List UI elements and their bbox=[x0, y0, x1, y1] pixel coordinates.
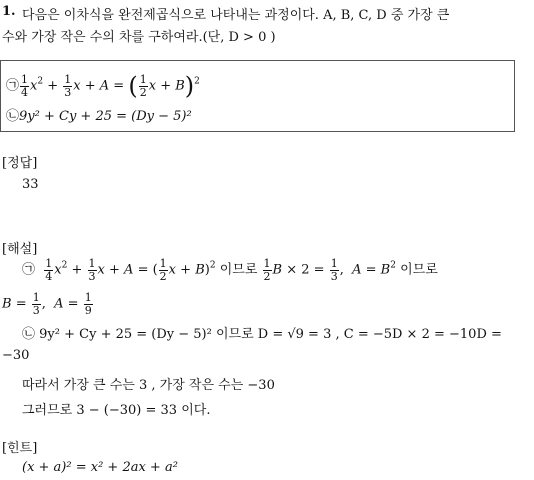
given-equation-1: ㉠ $\frac{1}{4}$ $x^2$ + $\frac{1}{3}$ x + A = ( $\frac{1}{2}$ x + B)$^2$ bbox=[6, 72, 200, 101]
problem-text-line-2: 수와 가장 작은 수의 차를 구하여라.(단, D > 0 ) bbox=[2, 30, 276, 45]
explanation-max-min: 따라서 가장 큰 수는 3 , 가장 작은 수는 −30 bbox=[22, 378, 275, 393]
marker-nieun: ㉡ bbox=[22, 327, 36, 342]
given-equation-2 bbox=[6, 105, 192, 124]
problem-number: 1. bbox=[2, 4, 16, 19]
fraction-one-half: $\frac{1}{2}$ bbox=[139, 73, 147, 99]
explanation-part-2-cont: −30 bbox=[2, 348, 30, 363]
answer-value: 33 bbox=[22, 177, 39, 192]
explanation-part-1-text-b: 이므로 bbox=[400, 262, 438, 278]
given-equation-2-text: 9y² + Cy + 25 = (Dy − 5)² bbox=[19, 109, 192, 124]
marker-giyeok: ㉠ bbox=[22, 262, 36, 278]
explanation-part-1-cont: B = $\frac{1}{3}$ , A = $\frac{1}{9}$ bbox=[2, 291, 92, 317]
explanation-part-2-text: 9y² + Cy + 25 = (Dy − 5)² 이므로 D = √9 = 3 , C = −5D × 2 = −10D = bbox=[39, 327, 502, 342]
explanation-heading: [해설] bbox=[2, 242, 38, 257]
problem-text-line-1: 다음은 이차식을 완전제곱식으로 나타내는 과정이다. A, B, C, D 중 가장 큰 bbox=[22, 8, 450, 23]
hint-formula: (x + a)² = x² + 2ax + a² bbox=[22, 460, 178, 475]
explanation-part-1: ㉠ $\frac{1}{4}$ $x^2$ + $\frac{1}{3}$ x + A = ( $\frac{1}{2}$ x + B)$^2$ 이므로 $\frac{1}{2}$ B × 2 = $\frac{1}{3}$ , $A = B^2$ 이므로 bbox=[22, 257, 438, 283]
hint-heading: [힌트] bbox=[2, 441, 38, 456]
explanation-part-2 bbox=[22, 323, 502, 342]
marker-giyeok: ㉠ bbox=[6, 78, 20, 94]
answer-heading: [정답] bbox=[2, 156, 38, 171]
fraction-one-third: $\frac{1}{3}$ bbox=[64, 73, 72, 99]
marker-nieun: ㉡ bbox=[6, 109, 20, 124]
fraction-one-quarter: $\frac{1}{4}$ bbox=[21, 73, 29, 99]
explanation-conclusion: 그러므로 3 − (−30) = 33 이다. bbox=[22, 403, 211, 418]
explanation-part-1-text-a: 이므로 bbox=[219, 262, 258, 278]
